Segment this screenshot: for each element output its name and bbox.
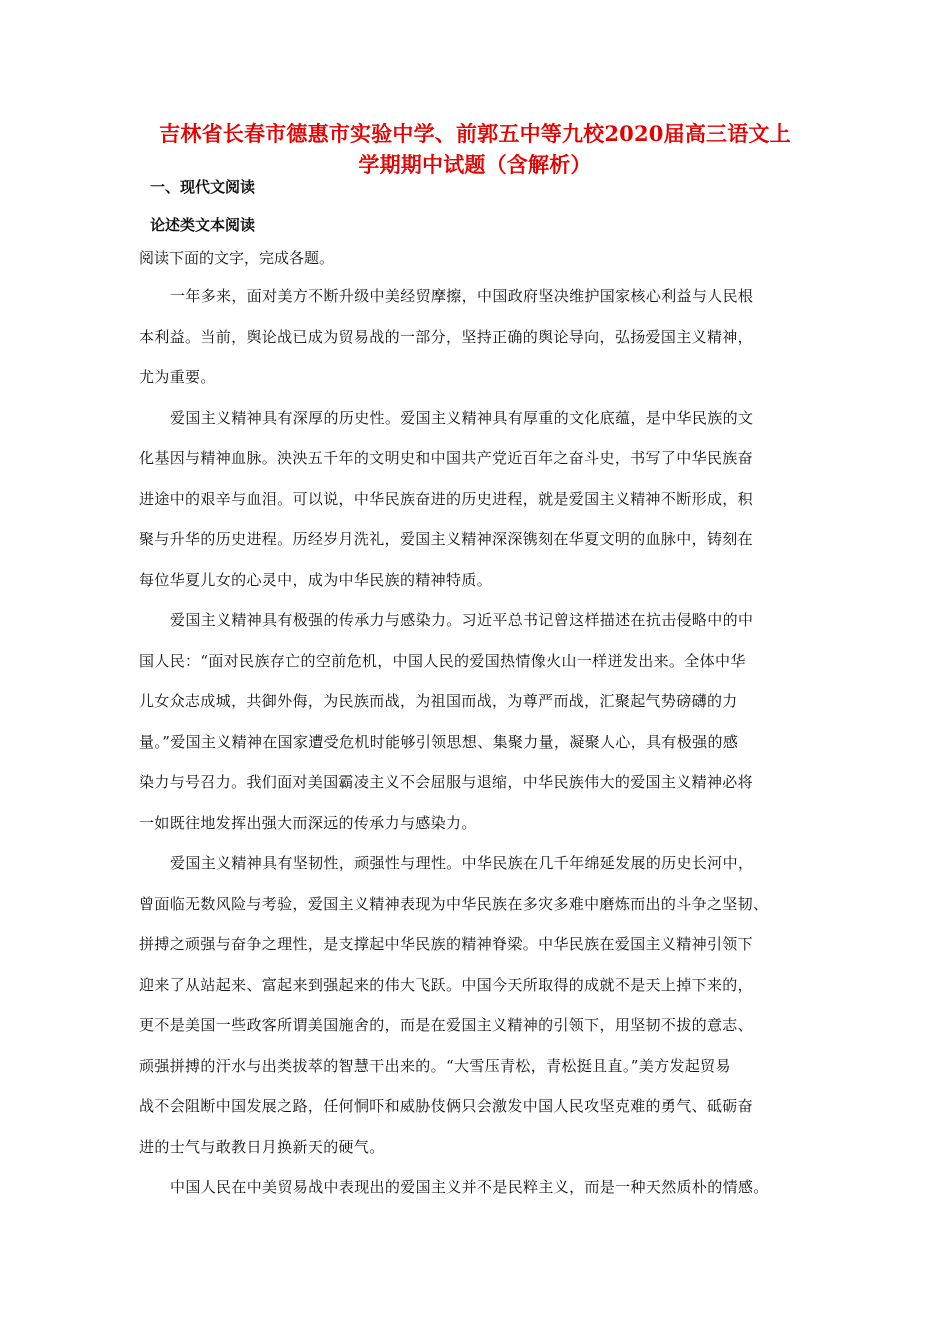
paragraph xyxy=(139,407,819,610)
paragraph xyxy=(139,852,819,1176)
paragraph-line: 更不是美国一些政客所谓美国施舍的，而是在爱国主义精神的引领下，用坚韧不拔的意志、 xyxy=(139,1016,754,1034)
paragraph-line: 一年多来，面对美方不断升级中美经贸摩擦，中国政府坚决维护国家核心利益与人民根 xyxy=(170,287,754,305)
paragraph-line: 量。”爱国主义精神在国家遭受危机时能够引领思想、集聚力量，凝聚人心，具有极强的感 xyxy=(139,732,739,751)
paragraph-line: 国人民：“面对民族存亡的空前危机，中国人民的爱国热情像火山一样迸发出来。全体中华 xyxy=(139,651,746,670)
title-line: 学期期中试题（含解析） xyxy=(358,152,592,177)
paragraph-line: 尤为重要。 xyxy=(139,368,216,386)
paragraph-line: 进途中的艰辛与血泪。可以说，中华民族奋进的历史进程，就是爱国主义精神不断形成，积 xyxy=(139,489,754,508)
title-line: 吉林省长春市德惠市实验中学、前郭五中等九校2020届高三语文上 xyxy=(159,121,791,146)
paragraph-line: 一如既往地发挥出强大而深远的传承力与感染力。 xyxy=(139,813,477,832)
paragraph-line: 本利益。当前，舆论战已成为贸易战的一部分，坚持正确的舆论导向，弘扬爱国主义精神， xyxy=(139,327,754,346)
paragraph-line: 每位华夏儿女的心灵中，成为中华民族的精神特质。 xyxy=(139,570,493,589)
subsection-heading: 论述类文本阅读 xyxy=(150,216,256,234)
paragraph-line: 染力与号召力。我们面对美国霸凌主义不会屈服与退缩，中华民族伟大的爱国主义精神必将 xyxy=(139,773,754,791)
paragraph-line: 儿女众志成城，共御外侮，为民族而战，为祖国而战，为尊严而战，汇聚起气势磅礴的力 xyxy=(139,692,738,710)
paragraph-line: 爱国主义精神具有极强的传承力与感染力。习近平总书记曾这样描述在抗击侵略中的中 xyxy=(170,611,754,629)
paragraph-line: 拼搏之顽强与奋争之理性，是支撑起中华民族的精神脊梁。中华民族在爱国主义精神引领下 xyxy=(139,935,754,953)
paragraph-line: 中国人民在中美贸易战中表现出的爱国主义并不是民粹主义，而是一种天然质朴的情感。 xyxy=(170,1178,769,1196)
paragraph-line: 聚与升华的历史进程。历经岁月洗礼，爱国主义精神深深镌刻在华夏文明的血脉中，铸刻在 xyxy=(139,530,754,548)
paragraph xyxy=(139,285,819,407)
paragraph-line: 爱国主义精神具有深厚的历史性。爱国主义精神具有厚重的文化底蕴，是中华民族的文 xyxy=(170,408,754,427)
paragraph-line: 进的士气与敢教日月换新天的硬气。 xyxy=(139,1137,385,1156)
paragraph-line: 化基因与精神血脉。泱泱五千年的文明史和中国共产党近百年之奋斗史，书写了中华民族奋 xyxy=(139,449,754,467)
paragraph-line: 战不会阻断中国发展之路，任何恫吓和威胁伎俩只会激发中国人民攻坚克难的勇气、砥砺奋 xyxy=(139,1097,754,1115)
article-body xyxy=(139,285,819,1216)
reading-instruction: 阅读下面的文字，完成各题。 xyxy=(139,249,335,267)
paragraph-line: 曾面临无数风险与考验，爱国主义精神表现为中华民族在多灾多难中磨炼而出的斗争之坚韧、 xyxy=(139,894,769,913)
paragraph-line: 爱国主义精神具有坚韧性，顽强性与理性。中华民族在几千年绵延发展的历史长河中， xyxy=(170,854,754,872)
document-title xyxy=(120,118,830,180)
paragraph xyxy=(139,609,819,852)
section-heading: 一、现代文阅读 xyxy=(150,178,256,196)
paragraph xyxy=(139,1176,819,1216)
paragraph-line: 迎来了从站起来、富起来到强起来的伟大飞跃。中国今天所取得的成就不是天上掉下来的， xyxy=(139,975,754,994)
paragraph-line: 顽强拼搏的汗水与出类拔萃的智慧干出来的。“大雪压青松，青松挺且直。”美方发起贸易 xyxy=(139,1056,731,1075)
